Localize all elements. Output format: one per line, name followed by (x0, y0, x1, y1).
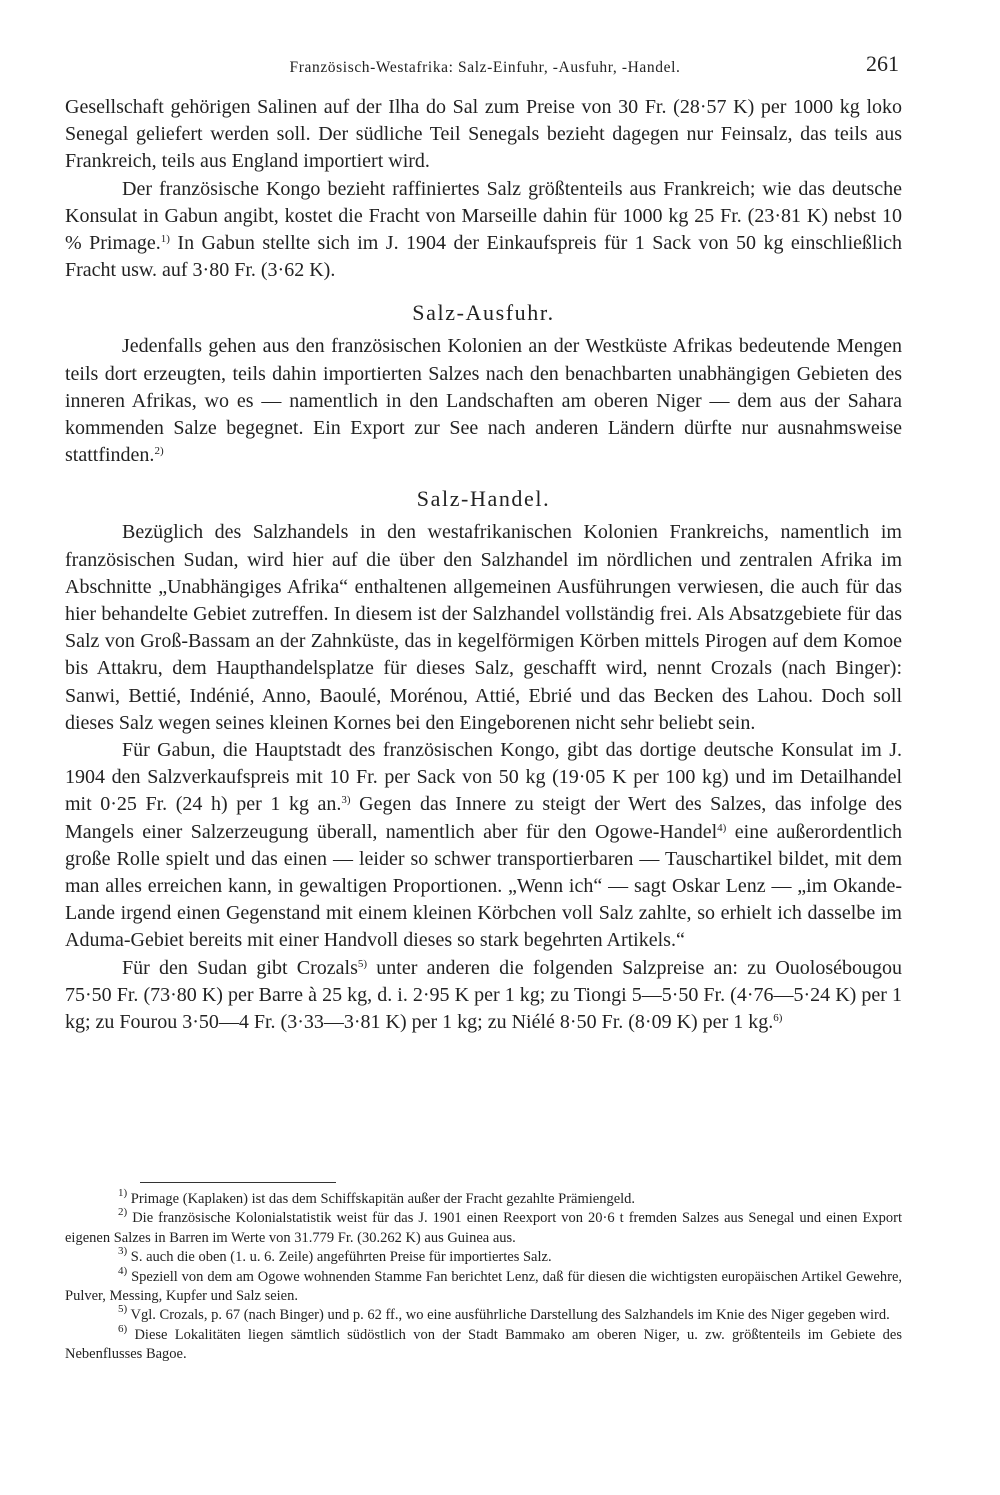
footnotes (65, 1187, 902, 1365)
text-run: Der französische Kongo bezieht raffiniertes Salz größtenteils aus Frankreich; wie das deutsche Konsulat in Gabun angibt, kostet die Fracht von Marseille dahin für 1000 kg 25 Fr. (23·81 K) nebst 10 % Primage. (65, 177, 902, 255)
running-head (65, 50, 905, 84)
text-run: In Gabun stellte sich im J. 1904 der Einkaufspreis für 1 Sack von 50 kg einschließlich Fracht usw. auf 3·80 Fr. (3·62 K). (65, 232, 903, 282)
footnote-marker: 5) (118, 1303, 128, 1316)
text-run: Für den Sudan gibt Crozals (122, 956, 358, 979)
footnote-ref-1[interactable]: 1) (160, 233, 170, 246)
footnote (65, 1303, 902, 1325)
footnote-text: Primage (Kaplaken) ist das dem Schiffskapitän außer der Fracht gezahlte Prämiengeld. (127, 1191, 636, 1207)
footnote-ref-2[interactable]: 2) (154, 445, 164, 458)
footnote-marker: 3) (118, 1245, 128, 1258)
paragraph-handel: Bezüglich des Salzhandels in den westafrikanischen Kolonien Frankreichs, namentlich im französischen Sudan, wird hier auf die über den Salzhandel im nördlichen und zentralen Afrika im Abschnitte „Unabhängiges Afrika“ enthaltenen allgemeinen Ausführungen verwiesen, die auch für das hier behandelte Gebiet zutreffen. In diesem ist der Salzhandel vollständig frei. Als Absatzgebiete für das Salz von Groß-Bassam an der Zahnküste, das in kegelförmigen Körben mittels Pirogen auf dem Komoe bis Attakru, dem Haupthandelsplatze für dieses Salz, geschafft wird, nennt Crozals (nach Binger): Sanwi, Bettié, Indénié, Anno, Baoulé, Morénou, Attié, Ebrié und das Becken des Lahou. Doch soll dieses Salz wegen seines kleinen Kornes bei den Eingeborenen nicht sehr beliebt sein. (65, 521, 902, 734)
footnote-marker: 1) (118, 1187, 128, 1199)
footnote (65, 1245, 902, 1267)
footnote-divider (140, 1182, 336, 1183)
text-run: unter anderen die folgenden Salzpreise an: zu Ouolosébougou 75·50 Fr. (73·80 K) per Barre à 25 kg, d. i. 2·95 K per 1 kg; zu Tiongi 5—5·50 Fr. (4·76—5·24 K) per 1 kg; zu Fourou 3·50—4 Fr. (3·33—3·81 K) per 1 kg; zu Niélé 8·50 Fr. (8·09 K) per 1 kg. (65, 956, 902, 1034)
footnote-marker: 2) (118, 1206, 128, 1219)
footnote (65, 1187, 902, 1209)
text-run: Gegen das Innere zu steigt der Wert des Salzes, das infolge des Mangels einer Salzerzeugung überall, namentlich aber für den Ogowe-Handel (65, 793, 902, 843)
text-run: Für Gabun, die Hauptstadt des französischen Kongo, gibt das dortige deutsche Konsulat im J. 1904 den Salzverkaufspreis mit 10 Fr. per Sack von 50 kg (19·05 K per 100 kg) und im Detailhandel mit 0·25 Fr. (24 h) per 1 kg an. (65, 739, 902, 816)
footnote-marker: 6) (118, 1322, 128, 1335)
footnote-ref-4[interactable]: 4) (717, 821, 727, 834)
paragraph-continuation: Gesellschaft gehörigen Salinen auf der Ilha do Sal zum Preise von 30 Fr. (28·57 K) per 1000 kg loko Senegal geliefert werden soll. Der südliche Teil Senegals bezieht dagegen nur Feinsalz, das teils aus Frankreich, teils aus England importiert wird. (65, 96, 902, 173)
paragraph-gabun (65, 737, 902, 955)
footnote-text: Diese Lokalitäten liegen sämtlich südöstlich von der Stadt Bammako am oberen Niger, u. zw. größtenteils im Gebiete des Nebenflusses Bagoe. (65, 1326, 902, 1363)
text-run: Jedenfalls gehen aus den französischen Kolonien an der Westküste Afrikas bedeutende Mengen teils dort erzeugten, teils dahin importierten Salzes nach den benachbarten unabhängigen Gebieten des inneren Afrikas, wo es — namentlich in den Landschaften am oberen Niger — dem aus der Sahara kommenden Salze begegnet. Ein Export zur See nach anderen Ländern dürfte nur ausnahmsweise stattfinden. (65, 335, 902, 467)
main-text (65, 94, 902, 1036)
footnote-ref-6[interactable]: 6) (773, 1012, 783, 1025)
footnote-text: Speziell von dem am Ogowe wohnenden Stamme Fan berichtet Lenz, daß für diesen die wichtigsten europäischen Artikel Gewehre, Pulver, Messing, Kupfer und Salz seien. (65, 1268, 902, 1305)
footnote (65, 1206, 902, 1248)
paragraph-ausfuhr (65, 333, 902, 469)
footnote-ref-3[interactable]: 3) (341, 794, 351, 807)
paragraph-sudan (65, 955, 902, 1037)
page-number: 261 (866, 51, 899, 76)
section-heading-ausfuhr: Salz-Ausfuhr. (412, 300, 555, 326)
footnote (65, 1264, 902, 1307)
footnote-text: Die französische Kolonialstatistik weist für das J. 1901 einen Reexport von 20·6 t fremden Salzes aus Senegal und einen Export eigenen Salzes in Barren im Werte von 31.779 Fr. (30.262 K) aus Guinea aus. (65, 1210, 902, 1246)
running-title: Französisch-Westafrika: Salz-Einfuhr, -Ausfuhr, -Handel. (289, 59, 681, 76)
footnote-text: S. auch die oben (1. u. 6. Zeile) angeführten Preise für importiertes Salz. (127, 1249, 552, 1266)
paragraph-kongo (65, 176, 902, 285)
footnote (65, 1322, 902, 1365)
text-run: eine außerordentlich große Rolle spielt und das einen — leider so schwer transportierbaren — Tauschartikel bildet, mit dem man alles erreichen kann, in gewaltigen Proportionen. „Wenn ich“ — sagt Oskar Lenz — „im Okande-Lande irgend einen Gegenstand mit einem kleinen Körbchen voll Salz zahlte, so erhielt ich dasselbe im Aduma-Gebiet bereits mit einer Handvoll dieses so stark begehrten Artikels.“ (65, 820, 903, 952)
footnote-text: Vgl. Crozals, p. 67 (nach Binger) und p. 62 ff., wo eine ausführliche Darstellung des Salzhandels im Knie des Niger gegeben wird. (127, 1307, 890, 1324)
footnote-marker: 4) (118, 1264, 128, 1277)
section-heading-handel: Salz-Handel. (416, 486, 551, 512)
footnote-ref-5[interactable]: 5) (357, 957, 368, 970)
